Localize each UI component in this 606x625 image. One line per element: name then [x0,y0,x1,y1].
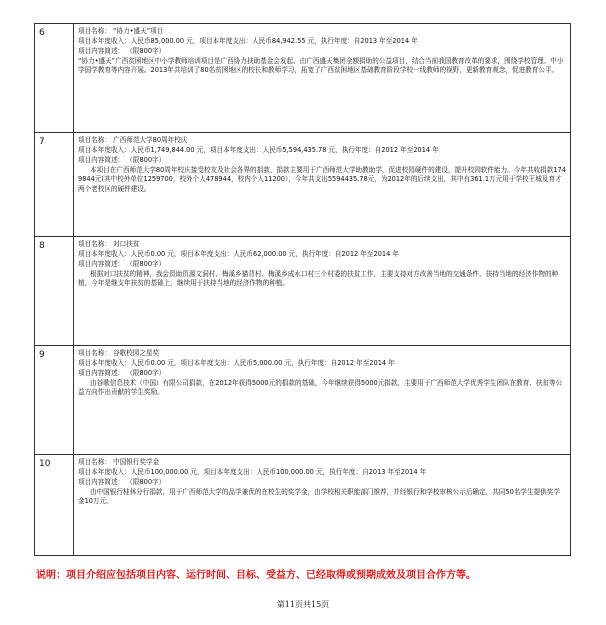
project-row-8 [35,237,571,346]
project-description: 由谷歌信息技术（中国）有限公司捐款，在2012年获得5000元的捐款的基础，今年继续获得5000元捐款，主要用于广西师范大学优秀学生团队在教育、扶贫等公益方向作出贡献的学生奖励。 [78,378,563,397]
project-description: “协力•盛天”广西贫困地区中小学教师培训项目是广西协力扶助基金会发起、由广西盛天集团全额捐助的公益项目，结合当前我国教育改革的要求，围绕学校管理、中小学国学教育等内容开展。2013年共培训了80名贫困地区的校长和教师学习，拓宽了广西贫困地区基础教育阶段学校一线教师的视野，更新教育观念，促进教育公平。 [78,56,564,75]
project-row-6 [35,24,571,133]
project-intro-label: 项目内容简述： （限800字） [78,47,166,56]
project-number: 7 [35,133,74,237]
project-number: 6 [35,24,74,133]
project-intro-label: 项目内容简述： （限800字） [78,369,166,378]
project-number: 10 [35,455,74,556]
project-row-9 [35,346,571,455]
project-content [74,455,571,556]
project-name: 项目名称： 广西师范大学80周年校庆 [78,136,188,144]
project-table [34,23,571,556]
project-name: 项目名称： 中国银行奖学金 [78,458,160,466]
project-intro-label: 项目内容简述： （限800字） [78,260,166,269]
project-name: 项目名称： 对口扶贫 [78,240,140,248]
project-finance: 项目本年度收入：人民币1,749,844.00 元，项目本年度支出：人民币5,594,435.78 元，执行年度：自2012 年至2014 年 [78,146,439,155]
project-content [74,237,571,346]
project-finance: 项目本年度收入：人民币0.00 元，项目本年度支出：人民币5,000.00 元，执行年度：自2012 年至2014 年 [78,359,395,368]
project-intro-label: 项目内容简述： （限800字） [78,156,166,165]
project-description: 本项目在广西师范大学80周年校庆接受校友及社会各界的捐款，捐款主要用于广西师范大学助教助学，促进校园硬件的建设，提升校园软件能力。今年共收捐款1749844元(其中校外单位1259700，校外个人478944，校内个人11200），今年共支出5594435.78元，为2012年的后续支出，其中有361.1万元用于学校王城及育才两个老校区的硬件建设。 [78,165,566,193]
project-content [74,24,571,133]
project-name: 项目名称： “协力•盛天”项目 [78,27,164,35]
project-description: 由中国银行桂林分行捐款，用于广西师范大学的品学兼优的在校生的奖学金，由学校相关职能部门推荐，并经银行和学校审核公示后确定，共同50名学生提供奖学金10万元。 [78,487,560,506]
page-number: 第11页共15页 [276,600,330,609]
project-number: 8 [35,237,74,346]
project-finance: 项目本年度收入：人民币100,000.00 元，项目本年度支出：人民币100,000.00 元，执行年度：自2013 年至2014 年 [78,468,427,477]
project-finance: 项目本年度收入：人民币0.00 元，项目本年度支出：人民币62,000.00 元，执行年度：自2012 年至2014 年 [78,250,399,259]
project-row-10 [35,455,571,556]
project-number: 9 [35,346,74,455]
project-description: 根据对口扶贫的精神，我会资助资源文洞村、梅溪乡猫背村、梅溪乡成水口村三个村委的扶贫工作，主要支持对方改善当地的交通条件，扶持当地的经济作物的种植，今年是继支年扶贫的基础上，继续用于扶持当地的经济作物的种植。 [78,269,559,288]
project-row-7 [35,133,571,237]
project-name: 项目名称： 谷歌校园之星奖 [78,349,160,357]
project-intro-label: 项目内容简述： （限800字） [78,478,166,487]
project-finance: 项目本年度收入：人民币85,000.00 元，项目本年度支出：人民币84,942.55 元，执行年度：自2013 年至2014 年 [78,37,418,46]
project-content [74,346,571,455]
project-content [74,133,571,237]
instruction-note: 说明：项目介绍应包括项目内容、运行时间、目标、受益方、已经取得或预期成效及项目合作方等。 [36,570,476,581]
